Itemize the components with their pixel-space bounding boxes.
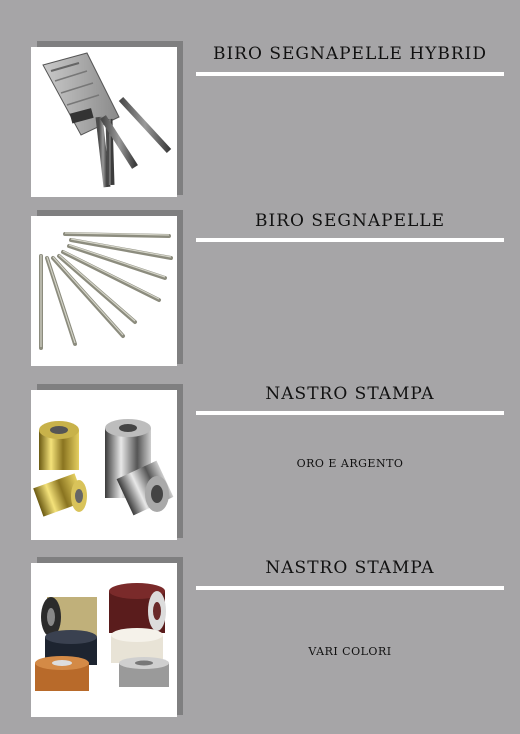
product-subtitle: VARI COLORI xyxy=(308,645,392,658)
title-underline xyxy=(196,72,504,76)
title-underline xyxy=(196,586,504,590)
product-photo-marking-pens xyxy=(31,216,177,366)
product-photo-gold-silver-rolls xyxy=(31,390,177,540)
product-title: BIRO SEGNAPELLE HYBRID xyxy=(212,44,488,64)
product-photo-colored-rolls xyxy=(31,563,177,717)
product-photo-hybrid-pens xyxy=(31,47,177,197)
product-title: NASTRO STAMPA xyxy=(265,558,435,578)
product-subtitle: ORO E ARGENTO xyxy=(296,457,404,470)
title-underline xyxy=(196,411,504,415)
product-title: BIRO SEGNAPELLE xyxy=(255,211,445,231)
product-title: NASTRO STAMPA xyxy=(265,384,435,404)
title-underline xyxy=(196,238,504,242)
